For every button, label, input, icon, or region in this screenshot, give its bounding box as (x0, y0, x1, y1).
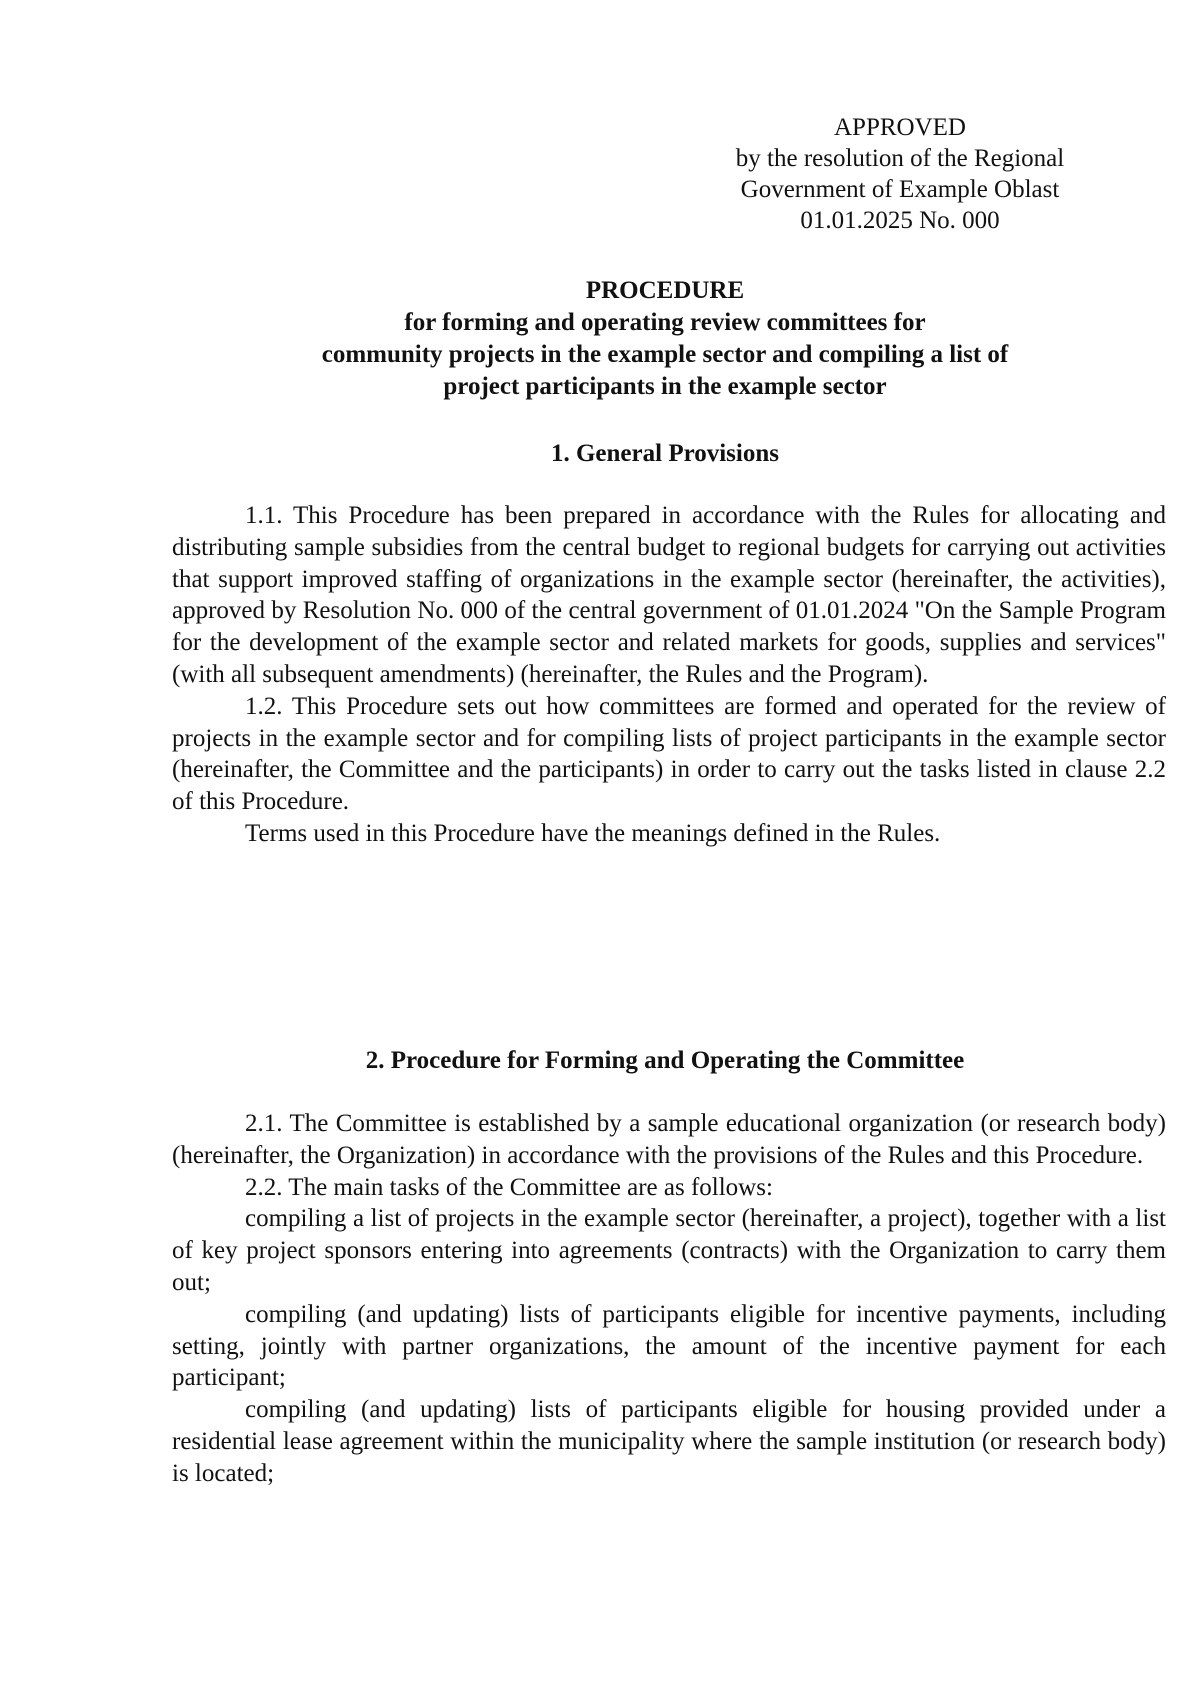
title-line: community projects in the example sector and compiling a list of (321, 341, 1009, 368)
approval-authority: by the resolution of the Regional (735, 145, 1065, 172)
title-line: project participants in the example sector (443, 373, 887, 400)
title-line: for forming and operating review committees for (404, 309, 926, 336)
paragraph: 1.2. This Procedure sets out how committees are formed and operated for the review of projects in the example sector and for compiling lists of project participants in the example sector (hereinafter, the Committee and the participants) in order to carry out the tasks listed in clause 2.2 of this Procedure. (172, 692, 1166, 816)
approval-stamp-block (690, 112, 1110, 236)
list-item: compiling (and updating) lists of participants eligible for incentive payments, including setting, jointly with partner organizations, the amount of the incentive payment for each participant; (172, 1300, 1166, 1392)
section-heading: 1. General Provisions (550, 440, 779, 467)
approval-label: APPROVED (834, 114, 966, 141)
approval-region: Government of Example Oblast (740, 176, 1060, 203)
list-item: compiling (and updating) lists of participants eligible for housing provided under a residential lease agreement within the municipality where the sample institution (or research body) is located; (172, 1396, 1166, 1487)
paragraph: 2.1. The Committee is established by a sample educational organization (or research body) (hereinafter, the Organization) in accordance with the provisions of the Rules and this Procedure. (172, 1110, 1166, 1169)
section-heading: 2. Procedure for Forming and Operating the Committee (365, 1047, 965, 1074)
document-title (160, 275, 1170, 403)
paragraph: 2.2. The main tasks of the Committee are as follows: (245, 1173, 773, 1201)
title-heading: PROCEDURE (585, 277, 745, 304)
section-body (172, 1108, 1166, 1490)
list-item: compiling a list of projects in the example sector (hereinafter, a project), together with a list of key project sponsors entering into agreements (contracts) with the Organization to carry them out; (172, 1205, 1166, 1296)
section-body (172, 500, 1166, 850)
approval-date-number: 01.01.2025 No. 000 (800, 207, 1000, 234)
paragraph: Terms used in this Procedure have the meanings defined in the Rules. (245, 819, 941, 847)
paragraph: 1.1. This Procedure has been prepared in accordance with the Rules for allocating and distributing sample subsidies from the central budget to regional budgets for carrying out activities that support improved staffing of organizations in the example sector (hereinafter, the activities), approved by Resolution No. 000 of the central government of 01.01.2024 "On the Sample Program for the development of the example sector and related markets for goods, supplies and services" (with all subsequent amendments) (hereinafter, the Rules and the Program). (172, 502, 1166, 688)
